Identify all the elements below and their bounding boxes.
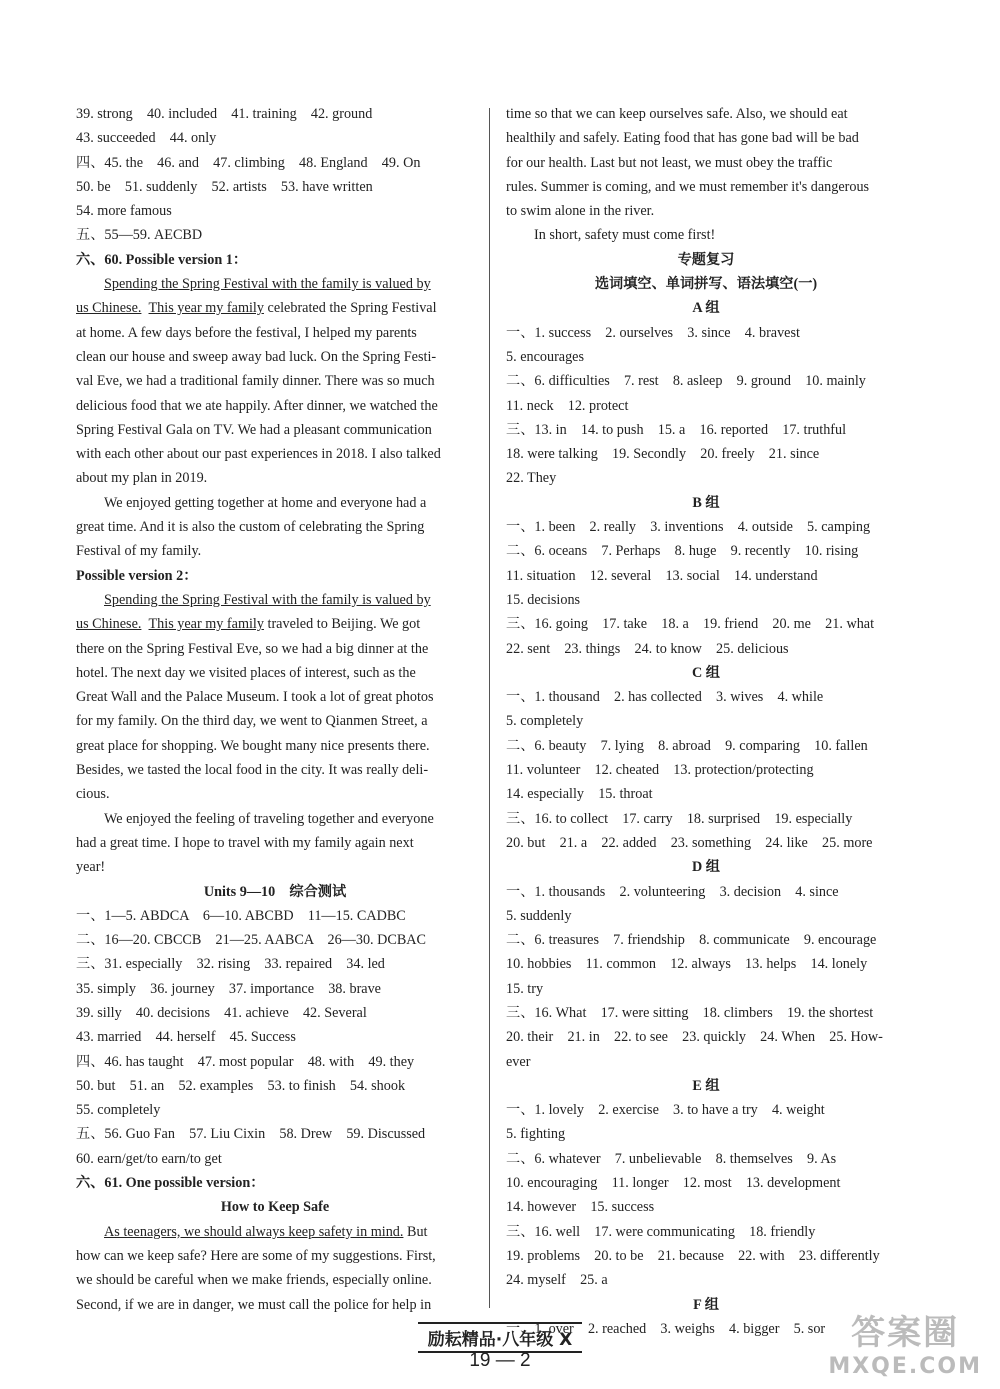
section-heading: 六、61. One possible version： <box>76 1175 265 1192</box>
underlined-text: Spending the Spring Festival with the family is valued by <box>104 591 431 608</box>
answer-line: 43. succeeded 44. only <box>76 130 217 147</box>
essay-line: Spring Festival Gala on TV. We had a pleasant communication <box>76 421 432 438</box>
underlined-text: us Chinese. <box>76 300 142 317</box>
group-heading: B 组 <box>692 494 720 511</box>
safety-essay <box>76 1220 474 1317</box>
essay-line: year! <box>76 859 106 876</box>
essay-line: great time. And it is also the custom of celebrating the Spring <box>76 519 425 536</box>
essay-line: clean our house and sweep away bad luck. On the Spring Festi- <box>76 348 437 365</box>
answer-line: 二、6. oceans 7. Perhaps 8. huge 9. recently 10. rising <box>506 543 859 560</box>
essay-line: for our health. Last but not least, we must obey the traffic <box>506 154 833 171</box>
answer-line: 60. earn/get/to earn/to get <box>76 1150 222 1167</box>
answer-line: 5. encourages <box>506 348 584 365</box>
units-test-title: Units 9—10 综合测试 <box>203 883 347 900</box>
section-heading: Possible version 2： <box>76 567 198 584</box>
underlined-text: This year my family <box>148 616 264 633</box>
answer-line: 5. suddenly <box>506 907 572 924</box>
essay-line: rules. Summer is coming, and we must remember it's dangerous <box>506 178 870 195</box>
answer-line: 二、6. difficulties 7. rest 8. asleep 9. ground 10. mainly <box>506 373 866 390</box>
essay-line: Festival of my family. <box>76 543 202 560</box>
answer-line: 一、1. thousands 2. volunteering 3. decision 4. since <box>506 883 839 900</box>
essay-line: with each other about our past experiences in 2018. I also talked <box>76 446 441 463</box>
answer-line: 20. their 21. in 22. to see 23. quickly 24. When 25. How- <box>506 1029 883 1046</box>
essay-text: But <box>403 1223 428 1240</box>
column-divider <box>489 108 490 1308</box>
answer-line: 14. especially 15. throat <box>506 786 653 803</box>
underlined-text: This year my family <box>148 300 264 317</box>
essay-line: great place for shopping. We bought many nice presents there. <box>76 737 430 754</box>
answer-line: 五、55—59. AECBD <box>76 227 203 244</box>
answer-line: 一、1. thousand 2. has collected 3. wives 4. while <box>506 689 824 706</box>
essay-line: at home. A few days before the festival, I helped my parents <box>76 324 417 341</box>
essay-line: val Eve, we had a traditional family dinner. There was so much <box>76 373 435 390</box>
essay-line: We enjoyed getting together at home and everyone had a <box>104 494 427 511</box>
essay-line: Besides, we tasted the local food in the city. It was really deli- <box>76 762 429 779</box>
review-subtitle: 选词填空、单词拼写、语法填空(一) <box>594 276 818 293</box>
answer-line: 一、1. lovely 2. exercise 3. to have a try 4. weight <box>506 1102 825 1119</box>
answer-line: 二、6. whatever 7. unbelievable 8. themselves 9. As <box>506 1150 837 1167</box>
answer-line: 10. encouraging 11. longer 12. most 13. development <box>506 1175 841 1192</box>
essay-line: Great Wall and the Palace Museum. I took a lot of great photos <box>76 689 434 706</box>
answer-line: 三、16. going 17. take 18. a 19. friend 20. me 21. what <box>506 616 875 633</box>
answer-line: 三、16. well 17. were communicating 18. friendly <box>506 1223 816 1240</box>
review-title: 专题复习 <box>677 251 735 268</box>
underlined-text: us Chinese. <box>76 616 142 633</box>
brand-label: 励耘精品·八年级 X <box>418 1322 582 1353</box>
answer-line: 35. simply 36. journey 37. importance 38. brave <box>76 980 381 997</box>
answer-line: 二、6. beauty 7. lying 8. abroad 9. comparing 10. fallen <box>506 737 868 754</box>
essay-line: we should be careful when we make friends, especially online. <box>76 1272 432 1289</box>
answer-line: 14. however 15. success <box>506 1199 655 1216</box>
group-heading: A 组 <box>692 300 720 317</box>
answer-line: 15. decisions <box>506 591 581 608</box>
essay-line: about my plan in 2019. <box>76 470 208 487</box>
page-number: 19 — 2 <box>469 1350 531 1371</box>
essay-line: cious. <box>76 786 110 803</box>
left-column <box>76 102 474 1317</box>
site-watermark <box>828 1305 982 1379</box>
essay-line: time so that we can keep ourselves safe. Also, we should eat <box>506 106 848 122</box>
essay-version-2-para-2 <box>76 807 474 880</box>
answer-line: 五、56. Guo Fan 57. Liu Cixin 58. Drew 59. Discussed <box>76 1126 426 1143</box>
essay-line: We enjoyed the feeling of traveling together and everyone <box>104 810 434 827</box>
essay-line: In short, safety must come first! <box>534 227 716 244</box>
group-heading: D 组 <box>692 859 720 876</box>
answer-line: 20. but 21. a 22. added 23. something 24. like 25. more <box>506 834 873 851</box>
answer-line: 三、31. especially 32. rising 33. repaired 34. led <box>76 956 385 973</box>
essay-line: healthily and safely. Eating food that has gone bad will be bad <box>506 130 859 147</box>
essay-text: celebrated the Spring Festival <box>263 300 437 317</box>
answer-line: 39. strong 40. included 41. training 42. ground <box>76 106 373 122</box>
answer-line: 一、1. been 2. really 3. inventions 4. outside 5. camping <box>506 519 871 536</box>
group-heading: E 组 <box>692 1077 720 1094</box>
answer-line: 11. situation 12. several 13. social 14. understand <box>506 567 818 584</box>
essay-line: there on the Spring Festival Eve, so we had a big dinner at the <box>76 640 429 657</box>
answer-line: 24. myself 25. a <box>506 1272 608 1289</box>
answer-line: 22. sent 23. things 24. to know 25. delicious <box>506 640 789 657</box>
answer-line: 10. hobbies 11. common 12. always 13. helps 14. lonely <box>506 956 868 973</box>
answer-line: 19. problems 20. to be 21. because 22. with 23. differently <box>506 1247 880 1264</box>
essay-version-1-para-2 <box>76 491 474 564</box>
answer-line: 三、16. What 17. were sitting 18. climbers 19. the shortest <box>506 1004 874 1021</box>
essay-line: delicious food that we ate happily. After dinner, we watched the <box>76 397 438 414</box>
answer-line: 15. try <box>506 980 544 997</box>
underlined-text: Spending the Spring Festival with the family is valued by <box>104 276 431 293</box>
answer-line: 四、45. the 46. and 47. climbing 48. England 49. On <box>76 154 421 171</box>
answer-line: ever <box>506 1053 531 1070</box>
answer-line: 50. be 51. suddenly 52. artists 53. have written <box>76 178 373 195</box>
answer-line: 四、46. has taught 47. most popular 48. with 49. they <box>76 1053 415 1070</box>
answer-line: 三、13. in 14. to push 15. a 16. reported 17. truthful <box>506 421 847 438</box>
answer-line: 39. silly 40. decisions 41. achieve 42. Several <box>76 1004 367 1021</box>
essay-line: to swim alone in the river. <box>506 203 655 220</box>
answer-line: 一、1. over 2. reached 3. weighs 4. bigger 5. sor <box>506 1320 826 1337</box>
essay-line: Second, if we are in danger, we must call the police for help in <box>76 1296 432 1313</box>
answer-line: 11. neck 12. protect <box>506 397 629 414</box>
group-heading: C 组 <box>692 664 720 681</box>
answer-line: 一、1—5. ABDCA 6—10. ABCBD 11—15. CADBC <box>76 907 406 924</box>
answer-line: 50. but 51. an 52. examples 53. to finish 54. shook <box>76 1077 406 1094</box>
essay-version-1-para-1 <box>76 272 474 491</box>
answer-line: 5. completely <box>506 713 584 730</box>
answer-line: 22. They <box>506 470 557 487</box>
answer-line: 5. fighting <box>506 1126 566 1143</box>
answer-line: 三、16. to collect 17. carry 18. surprised 19. especially <box>506 810 853 827</box>
answer-line: 二、6. treasures 7. friendship 8. communicate 9. encourage <box>506 932 877 949</box>
essay-line: how can we keep safe? Here are some of my suggestions. First, <box>76 1247 436 1264</box>
essay-text: traveled to Beijing. We got <box>263 616 421 633</box>
answer-line: 18. were talking 19. Secondly 20. freely 21. since <box>506 446 820 463</box>
answer-line: 43. married 44. herself 45. Success <box>76 1029 296 1046</box>
underlined-text: As teenagers, we should always keep safety in mind. <box>104 1223 404 1240</box>
essay-version-2-para-1 <box>76 588 474 807</box>
essay-line: had a great time. I hope to travel with my family again next <box>76 834 414 851</box>
watermark-url: MXQE.COM <box>828 1354 982 1379</box>
right-column <box>506 102 906 1341</box>
essay-title: How to Keep Safe <box>220 1199 330 1216</box>
answer-line: 一、1. success 2. ourselves 3. since 4. bravest <box>506 324 800 341</box>
section-heading: 六、60. Possible version 1： <box>76 251 248 268</box>
essay-line: for my family. On the third day, we went to Qianmen Street, a <box>76 713 428 730</box>
group-heading: F 组 <box>693 1296 719 1313</box>
answer-line: 55. completely <box>76 1102 161 1119</box>
answer-line: 54. more famous <box>76 203 172 220</box>
answer-line: 11. volunteer 12. cheated 13. protection/protecting <box>506 762 814 779</box>
answer-line: 二、16—20. CBCCB 21—25. AABCA 26—30. DCBAC <box>76 932 427 949</box>
essay-line: hotel. The next day we visited places of interest, such as the <box>76 664 416 681</box>
watermark-logo-text: 答案圈 <box>851 1313 960 1353</box>
